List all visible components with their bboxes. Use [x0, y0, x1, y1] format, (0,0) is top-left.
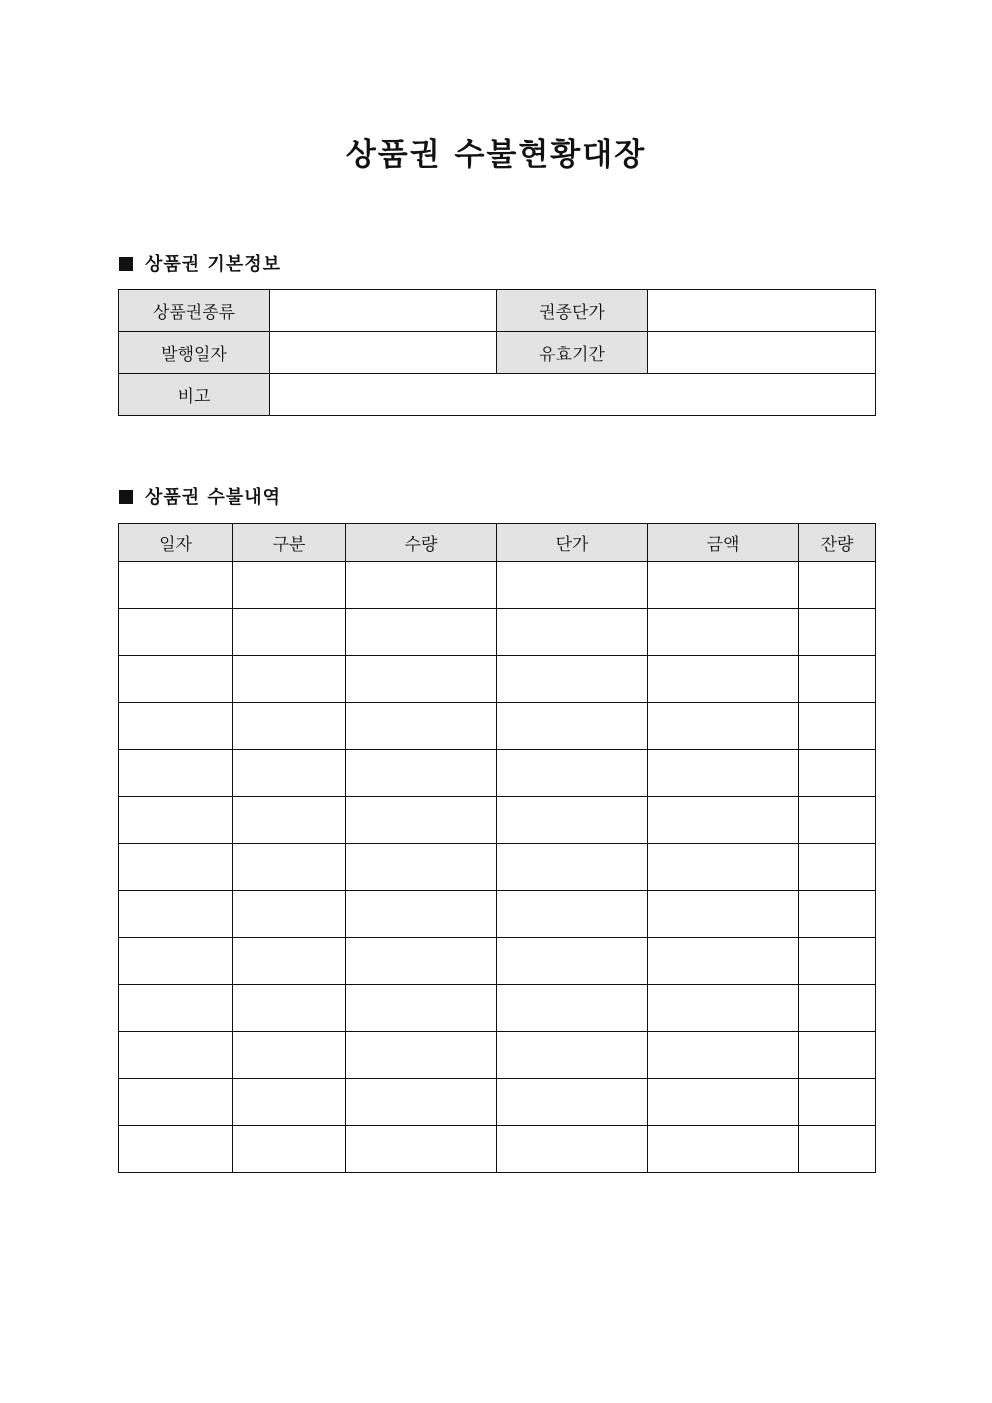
basic-info-table — [118, 289, 876, 416]
amount-cell[interactable] — [648, 609, 799, 656]
table-row — [119, 374, 876, 416]
table-row — [119, 703, 876, 750]
unit-price-cell[interactable] — [497, 750, 648, 797]
date-cell[interactable] — [119, 844, 233, 891]
category-cell[interactable] — [233, 1032, 346, 1079]
section-heading-basic-info — [119, 253, 281, 277]
table-row — [119, 750, 876, 797]
balance-cell[interactable] — [799, 609, 876, 656]
table-row — [119, 985, 876, 1032]
date-cell[interactable] — [119, 656, 233, 703]
table-row — [119, 891, 876, 938]
column-header-unit-price: 단가 — [497, 524, 648, 562]
unit-price-cell[interactable] — [497, 844, 648, 891]
table-row — [119, 797, 876, 844]
amount-cell[interactable] — [648, 985, 799, 1032]
column-header-date: 일자 — [119, 524, 233, 562]
document-title: 상품권 수불현황대장 — [345, 137, 647, 173]
category-cell[interactable] — [233, 609, 346, 656]
category-cell[interactable] — [233, 656, 346, 703]
amount-cell[interactable] — [648, 562, 799, 609]
date-cell[interactable] — [119, 797, 233, 844]
quantity-cell[interactable] — [346, 938, 497, 985]
table-row — [119, 332, 876, 374]
quantity-cell[interactable] — [346, 1079, 497, 1126]
category-cell[interactable] — [233, 844, 346, 891]
date-cell[interactable] — [119, 1126, 233, 1173]
unit-price-field[interactable] — [648, 290, 876, 332]
table-row — [119, 562, 876, 609]
section-heading-ledger — [119, 486, 281, 510]
balance-cell[interactable] — [799, 656, 876, 703]
balance-cell[interactable] — [799, 797, 876, 844]
amount-cell[interactable] — [648, 1126, 799, 1173]
table-row — [119, 609, 876, 656]
date-cell[interactable] — [119, 938, 233, 985]
table-row — [119, 656, 876, 703]
unit-price-label: 권종단가 — [497, 290, 648, 332]
remarks-label: 비고 — [119, 374, 270, 416]
category-cell[interactable] — [233, 750, 346, 797]
date-cell[interactable] — [119, 985, 233, 1032]
column-header-balance: 잔량 — [799, 524, 876, 562]
unit-price-cell[interactable] — [497, 1079, 648, 1126]
balance-cell[interactable] — [799, 750, 876, 797]
balance-cell[interactable] — [799, 891, 876, 938]
balance-cell[interactable] — [799, 562, 876, 609]
quantity-cell[interactable] — [346, 797, 497, 844]
quantity-cell[interactable] — [346, 750, 497, 797]
unit-price-cell[interactable] — [497, 1032, 648, 1079]
section-heading-text: 상품권 수불내역 — [145, 487, 281, 508]
amount-cell[interactable] — [648, 750, 799, 797]
quantity-cell[interactable] — [346, 844, 497, 891]
quantity-cell[interactable] — [346, 985, 497, 1032]
category-cell[interactable] — [233, 985, 346, 1032]
quantity-cell[interactable] — [346, 656, 497, 703]
ledger-table — [118, 523, 876, 1173]
date-cell[interactable] — [119, 609, 233, 656]
issue-date-field[interactable] — [270, 332, 497, 374]
category-cell[interactable] — [233, 891, 346, 938]
amount-cell[interactable] — [648, 797, 799, 844]
unit-price-cell[interactable] — [497, 938, 648, 985]
date-cell[interactable] — [119, 891, 233, 938]
type-field[interactable] — [270, 290, 497, 332]
ledger-body — [119, 562, 876, 1173]
column-header-category: 구분 — [233, 524, 346, 562]
amount-cell[interactable] — [648, 938, 799, 985]
category-cell[interactable] — [233, 938, 346, 985]
unit-price-cell[interactable] — [497, 1126, 648, 1173]
table-row — [119, 1032, 876, 1079]
category-cell[interactable] — [233, 562, 346, 609]
table-row — [119, 1079, 876, 1126]
date-cell[interactable] — [119, 703, 233, 750]
date-cell[interactable] — [119, 1032, 233, 1079]
category-cell[interactable] — [233, 1079, 346, 1126]
unit-price-cell[interactable] — [497, 985, 648, 1032]
type-label: 상품권종류 — [119, 290, 270, 332]
category-cell[interactable] — [233, 797, 346, 844]
remarks-field[interactable] — [270, 374, 876, 416]
amount-cell[interactable] — [648, 844, 799, 891]
unit-price-cell[interactable] — [497, 656, 648, 703]
balance-cell[interactable] — [799, 844, 876, 891]
date-cell[interactable] — [119, 750, 233, 797]
unit-price-cell[interactable] — [497, 703, 648, 750]
balance-cell[interactable] — [799, 938, 876, 985]
amount-cell[interactable] — [648, 1032, 799, 1079]
quantity-cell[interactable] — [346, 891, 497, 938]
quantity-cell[interactable] — [346, 562, 497, 609]
table-row — [119, 844, 876, 891]
table-row — [119, 290, 876, 332]
category-cell[interactable] — [233, 703, 346, 750]
square-bullet-icon — [119, 257, 133, 271]
unit-price-cell[interactable] — [497, 609, 648, 656]
balance-cell[interactable] — [799, 1032, 876, 1079]
date-cell[interactable] — [119, 562, 233, 609]
validity-label: 유효기간 — [497, 332, 648, 374]
balance-cell[interactable] — [799, 985, 876, 1032]
square-bullet-icon — [119, 490, 133, 504]
column-header-amount: 금액 — [648, 524, 799, 562]
quantity-cell[interactable] — [346, 609, 497, 656]
unit-price-cell[interactable] — [497, 891, 648, 938]
quantity-cell[interactable] — [346, 1126, 497, 1173]
unit-price-cell[interactable] — [497, 562, 648, 609]
balance-cell[interactable] — [799, 703, 876, 750]
balance-cell[interactable] — [799, 1126, 876, 1173]
section-heading-text: 상품권 기본정보 — [145, 254, 281, 275]
unit-price-cell[interactable] — [497, 797, 648, 844]
amount-cell[interactable] — [648, 656, 799, 703]
ledger-header-row — [119, 524, 876, 562]
amount-cell[interactable] — [648, 891, 799, 938]
amount-cell[interactable] — [648, 1079, 799, 1126]
amount-cell[interactable] — [648, 703, 799, 750]
balance-cell[interactable] — [799, 1079, 876, 1126]
validity-field[interactable] — [648, 332, 876, 374]
quantity-cell[interactable] — [346, 703, 497, 750]
date-cell[interactable] — [119, 1079, 233, 1126]
quantity-cell[interactable] — [346, 1032, 497, 1079]
category-cell[interactable] — [233, 1126, 346, 1173]
column-header-quantity: 수량 — [346, 524, 497, 562]
issue-date-label: 발행일자 — [119, 332, 270, 374]
table-row — [119, 1126, 876, 1173]
table-row — [119, 938, 876, 985]
